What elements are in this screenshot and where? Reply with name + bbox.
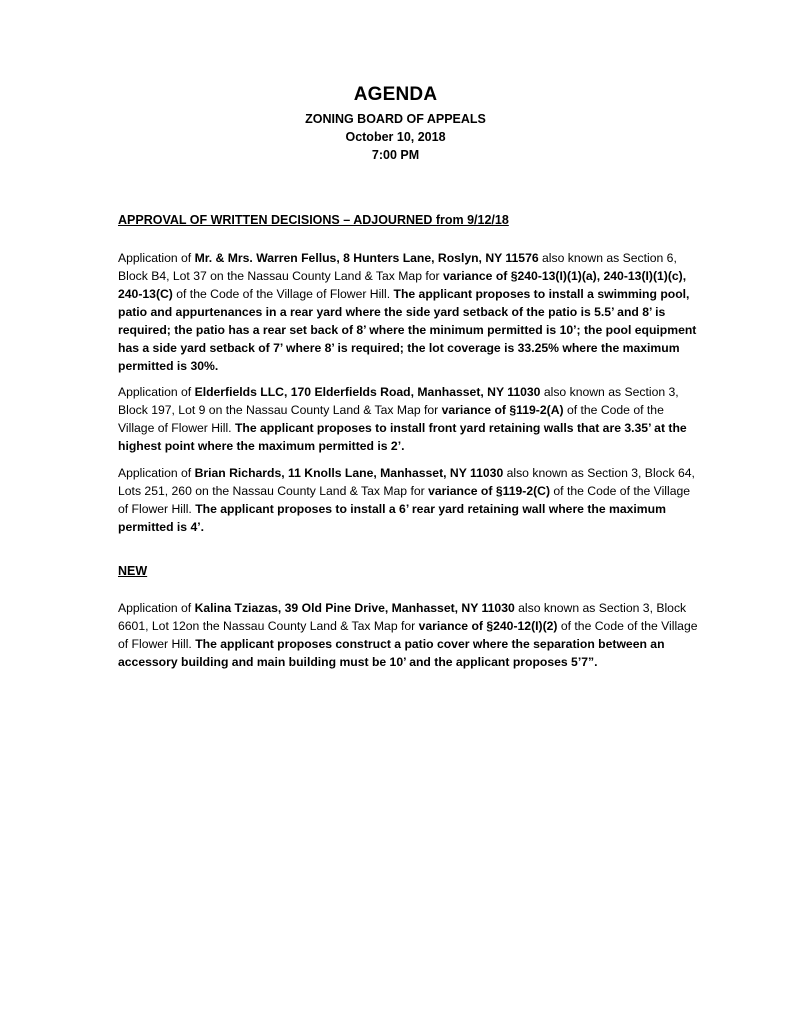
section-heading-new: NEW bbox=[118, 564, 148, 578]
property-location: also known as Section 3, Block 64, Lots 251, 260 on the Nassau County Land & Tax Map for bbox=[118, 466, 695, 498]
application-lead: Application of bbox=[118, 466, 195, 480]
section-heading-adjourned: APPROVAL OF WRITTEN DECISIONS – ADJOURNED from 9/12/18 bbox=[118, 213, 509, 227]
variance-reference: variance of §240-13(I)(1)(a), 240-13(I)(1)(c), 240-13(C) bbox=[118, 269, 687, 301]
variance-reference: variance of §240-12(I)(2) bbox=[418, 619, 558, 633]
application-proposal: The applicant proposes to install front yard retaining walls that are 3.35’ at the highest point where the maximum permitted is 2’. bbox=[118, 421, 687, 453]
property-location: also known as Section 3, Block 6601, Lot 12on the Nassau County Land & Tax Map for bbox=[118, 601, 687, 633]
code-reference: of the Code of the Village of Flower Hill. bbox=[118, 484, 691, 516]
application-lead: Application of bbox=[118, 385, 195, 399]
page-title: AGENDA bbox=[353, 84, 438, 105]
applicant-name-address: Brian Richards, 11 Knolls Lane, Manhasset, NY 11030 bbox=[194, 466, 504, 480]
applicant-name-address: Elderfields LLC, 170 Elderfields Road, Manhasset, NY 11030 bbox=[194, 385, 541, 399]
meeting-time: 7:00 PM bbox=[371, 148, 420, 162]
board-name: ZONING BOARD OF APPEALS bbox=[305, 112, 486, 126]
application-proposal: The applicant proposes construct a patio cover where the separation between an accessory building and main building must be 10’ and the applicant proposes 5’7”. bbox=[118, 637, 665, 669]
application-paragraph bbox=[118, 599, 698, 671]
application-paragraph bbox=[118, 464, 698, 536]
variance-reference: variance of §119-2(A) bbox=[441, 403, 564, 417]
application-paragraph bbox=[118, 249, 698, 375]
application-lead: Application of bbox=[118, 251, 195, 265]
code-reference: of the Code of the Village of Flower Hill. bbox=[118, 403, 664, 435]
property-location: also known as Section 3, Block 197, Lot 9 on the Nassau County Land & Tax Map for bbox=[118, 385, 679, 417]
applicant-name-address: Mr. & Mrs. Warren Fellus, 8 Hunters Lane, Roslyn, NY 11576 bbox=[194, 251, 539, 265]
application-lead: Application of bbox=[118, 601, 195, 615]
code-reference: of the Code of the Village of Flower Hill. bbox=[118, 619, 698, 651]
application-proposal: The applicant proposes to install a swimming pool, patio and appurtenances in a rear yard where the side yard setback of the patio is 5.5’ and 8’ is required; the patio has a rear set back of 8’ where the minimum permitted is 10’; the pool equipment has a side yard setback of 7’ where 8’ is required; the lot coverage is 33.25% where the maximum permitted is 30%. bbox=[118, 287, 697, 373]
variance-reference: variance of §119-2(C) bbox=[428, 484, 551, 498]
code-reference: of the Code of the Village of Flower Hill. bbox=[172, 287, 394, 301]
application-paragraph bbox=[118, 383, 698, 455]
meeting-date: October 10, 2018 bbox=[345, 130, 446, 144]
application-proposal: The applicant proposes to install a 6’ rear yard retaining wall where the maximum permitted is 4’. bbox=[118, 502, 666, 534]
applicant-name-address: Kalina Tziazas, 39 Old Pine Drive, Manhasset, NY 11030 bbox=[194, 601, 515, 615]
property-location: also known as Section 6, Block B4, Lot 37 on the Nassau County Land & Tax Map for bbox=[118, 251, 677, 283]
